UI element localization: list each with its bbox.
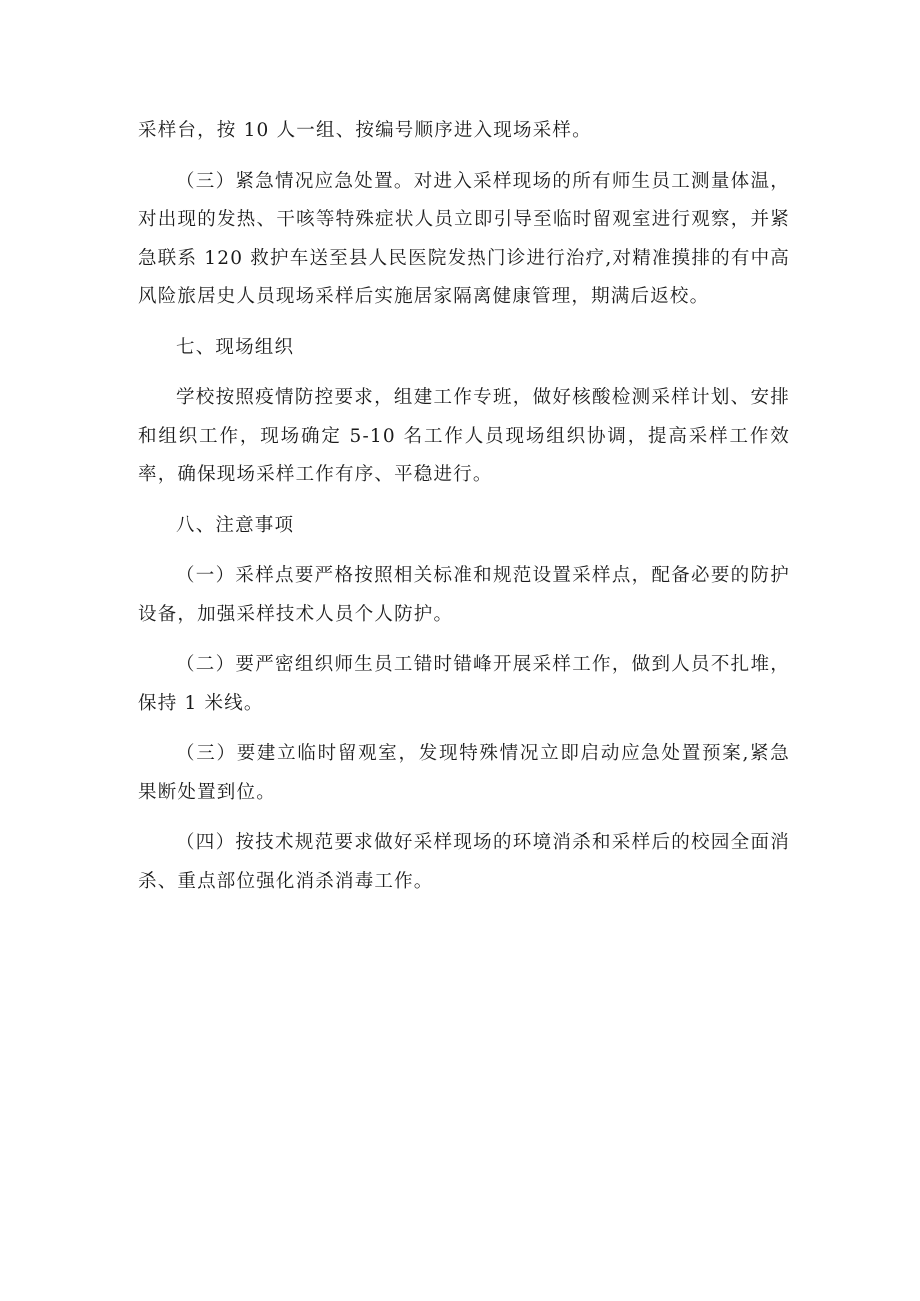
paragraph-onsite-organization: 学校按照疫情防控要求，组建工作专班，做好核酸检测采样计划、安排和组织工作，现场确定 5-10 名工作人员现场组织协调，提高采样工作效率，确保现场采样工作有序、平稳进行。	[138, 387, 790, 485]
paragraph-emergency-handling: （三）紧急情况应急处置。对进入采样现场的所有师生员工测量体温，对出现的发热、干咳等特殊症状人员立即引导至临时留观室进行观察，并紧急联系 120 救护车送至县人民医院发热门诊进行治疗,对精准摸排的有中高风险旅居史人员现场采样后实施居家隔离健康管理，期满后返校。	[138, 170, 790, 307]
paragraph-precaution-2: （二）要严密组织师生员工错时错峰开展采样工作，做到人员不扎堆，保持 1 米线。	[138, 654, 790, 714]
section-heading-precautions: 八、注意事项	[176, 514, 295, 536]
paragraph-precaution-3: （三）要建立临时留观室，发现特殊情况立即启动应急处置预案,紧急果断处置到位。	[138, 743, 790, 803]
paragraph-precaution-4: （四）按技术规范要求做好采样现场的环境消杀和采样后的校园全面消杀、重点部位强化消杀消毒工作。	[138, 832, 790, 892]
section-heading-onsite-organization: 七、现场组织	[176, 336, 295, 358]
paragraph-precaution-1: （一）采样点要严格按照相关标准和规范设置采样点，配备必要的防护设备，加强采样技术人员个人防护。	[138, 565, 790, 625]
document-body	[138, 112, 790, 913]
paragraph-continuation: 采样台，按 10 人一组、按编号顺序进入现场采样。	[138, 120, 592, 141]
